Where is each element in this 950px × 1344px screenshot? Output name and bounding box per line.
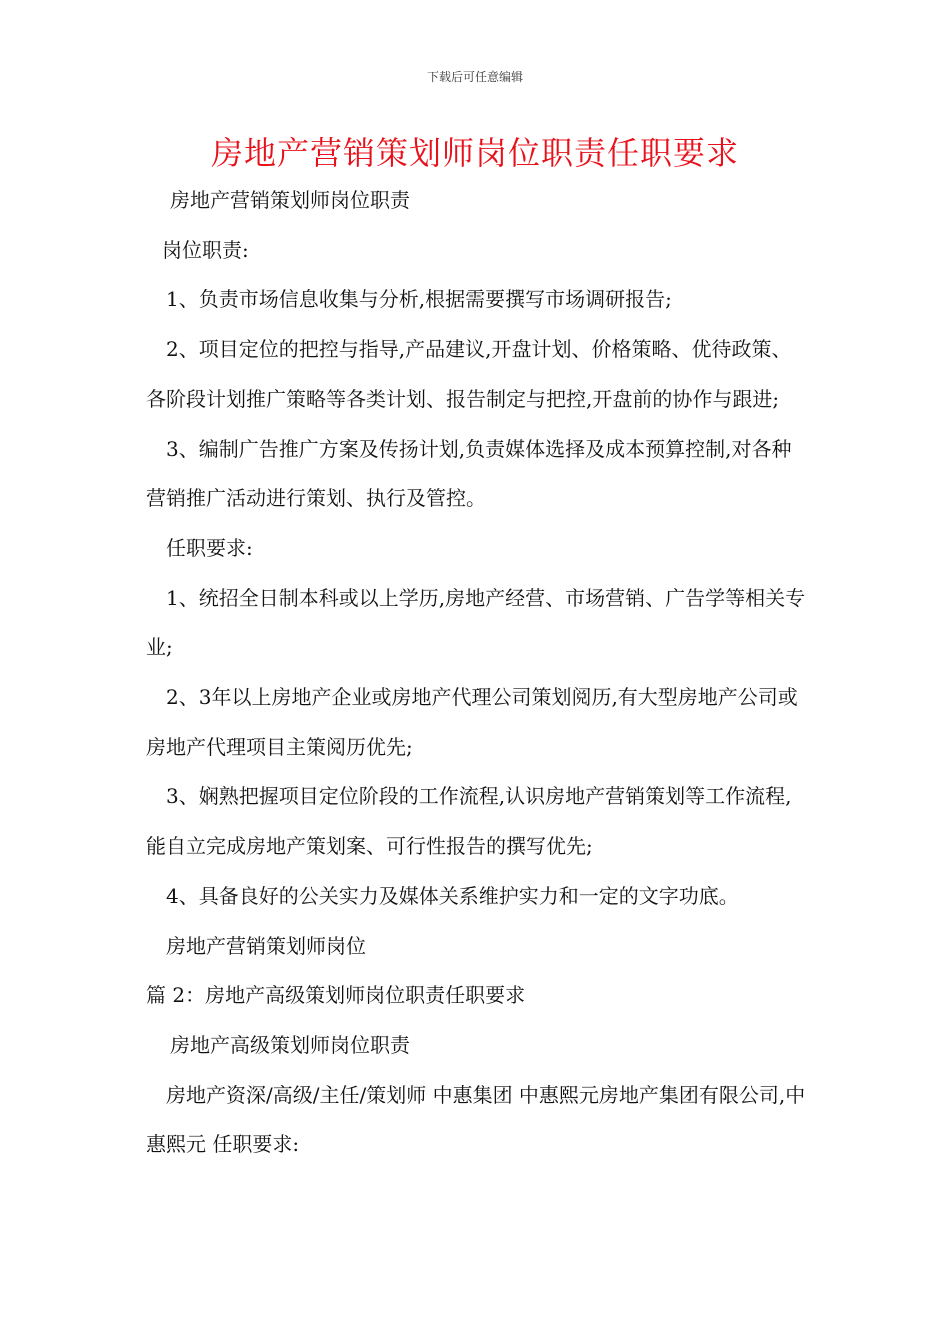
chapter-heading: 篇 2：房地产高级策划师岗位职责任职要求 [146,983,526,1008]
section-heading: 房地产高级策划师岗位职责 [170,1032,410,1057]
section-heading: 房地产营销策划师岗位职责 [170,188,410,212]
paragraph: 房地产营销策划师岗位 [166,933,366,958]
list-item: 4、具备良好的公关实力及媒体关系维护实力和一定的文字功底。 [166,883,739,908]
document-body [146,176,810,1170]
header-note: 下载后可任意编辑 [426,70,523,84]
list-item: 2、项目定位的把控与指导,产品建议,开盘计划、价格策略、优待政策、各阶段计划推广策略等各类计划、报告制定与把控,开盘前的协作与跟进; [146,337,792,411]
list-item: 1、统招全日制本科或以上学历,房地产经营、市场营销、广告学等相关专业; [146,585,806,660]
list-item: 3、编制广告推广方案及传扬计划,负责媒体选择及成本预算控制,对各种营销推广活动进行策划、执行及管控。 [146,436,792,511]
list-item: 2、3年以上房地产企业或房地产代理公司策划阅历,有大型房地产公司或房地产代理项目主策阅历优先; [146,685,798,759]
list-item: 1、负责市场信息收集与分析,根据需要撰写市场调研报告; [166,287,672,312]
subsection-heading: 岗位职责: [162,237,249,262]
subsection-heading: 任职要求: [166,535,253,560]
paragraph: 房地产资深/高级/主任/策划师 中惠集团 中惠熙元房地产集团有限公司,中惠熙元 任职要求: [146,1082,806,1157]
document-title: 房地产营销策划师岗位职责任职要求 [210,134,739,172]
list-item: 3、娴熟把握项目定位阶段的工作流程,认识房地产营销策划等工作流程,能自立完成房地产策划案、可行性报告的撰写优先; [146,784,792,859]
